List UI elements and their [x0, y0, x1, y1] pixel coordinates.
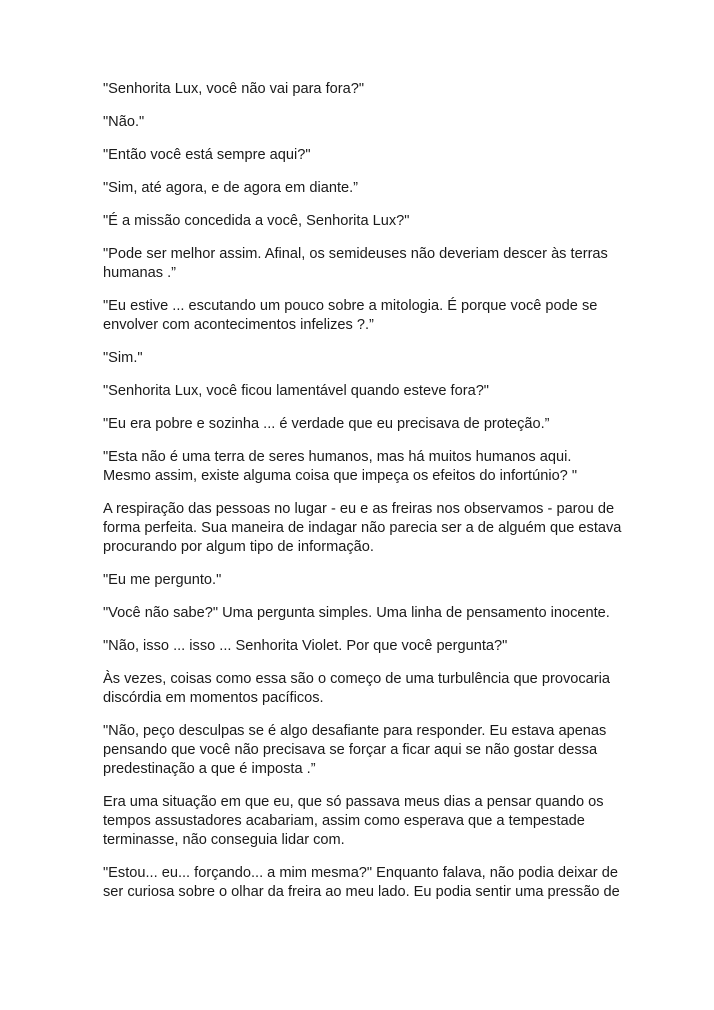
paragraph-15: "Não, isso ... isso ... Senhorita Violet. Por que você pergunta?" [103, 638, 508, 654]
paragraph-9: "Senhorita Lux, você ficou lamentável quando esteve fora?" [103, 383, 489, 399]
paragraph-10: "Eu era pobre e sozinha ... é verdade que eu precisava de proteção.” [103, 416, 550, 432]
paragraph-18: Era uma situação em que eu, que só passava meus dias a pensar quando os tempos assustadores acabariam, assim como esperava que a tempestade terminasse, não conseguia lidar com. [103, 794, 604, 848]
paragraph-1: "Senhorita Lux, você não vai para fora?" [103, 81, 365, 97]
paragraph-17: "Não, peço desculpas se é algo desafiante para responder. Eu estava apenas pensando que você não precisava se forçar a ficar aqui se não gostar dessa predestinação a que é imposta .” [103, 723, 607, 777]
paragraph-8: "Sim." [103, 350, 143, 366]
paragraph-19: "Estou... eu... forçando... a mim mesma?" Enquanto falava, não podia deixar de ser curiosa sobre o olhar da freira ao meu lado. Eu podia sentir uma pressão de [103, 865, 620, 900]
paragraph-5: "É a missão concedida a você, Senhorita Lux?" [103, 213, 410, 229]
paragraph-13: "Eu me pergunto." [103, 572, 222, 588]
paragraph-14: "Você não sabe?" Uma pergunta simples. Uma linha de pensamento inocente. [103, 605, 610, 621]
paragraph-2: "Não." [103, 114, 145, 130]
paragraph-12: A respiração das pessoas no lugar - eu e as freiras nos observamos - parou de forma perfeita. Sua maneira de indagar não parecia ser a de alguém que estava procurando por algum tipo de informação. [103, 501, 622, 555]
paragraph-4: "Sim, até agora, e de agora em diante.” [103, 180, 359, 196]
paragraph-7: "Eu estive ... escutando um pouco sobre a mitologia. É porque você pode se envolver com acontecimentos infelizes ?.” [103, 298, 598, 333]
paragraph-3: "Então você está sempre aqui?" [103, 147, 311, 163]
paragraph-16: Às vezes, coisas como essa são o começo de uma turbulência que provocaria discórdia em momentos pacíficos. [103, 671, 610, 706]
document-page [103, 80, 623, 916]
paragraph-11: "Esta não é uma terra de seres humanos, mas há muitos humanos aqui. Mesmo assim, existe alguma coisa que impeça os efeitos do infortúnio? " [103, 449, 578, 484]
paragraph-6: "Pode ser melhor assim. Afinal, os semideuses não deveriam descer às terras humanas .” [103, 246, 608, 281]
